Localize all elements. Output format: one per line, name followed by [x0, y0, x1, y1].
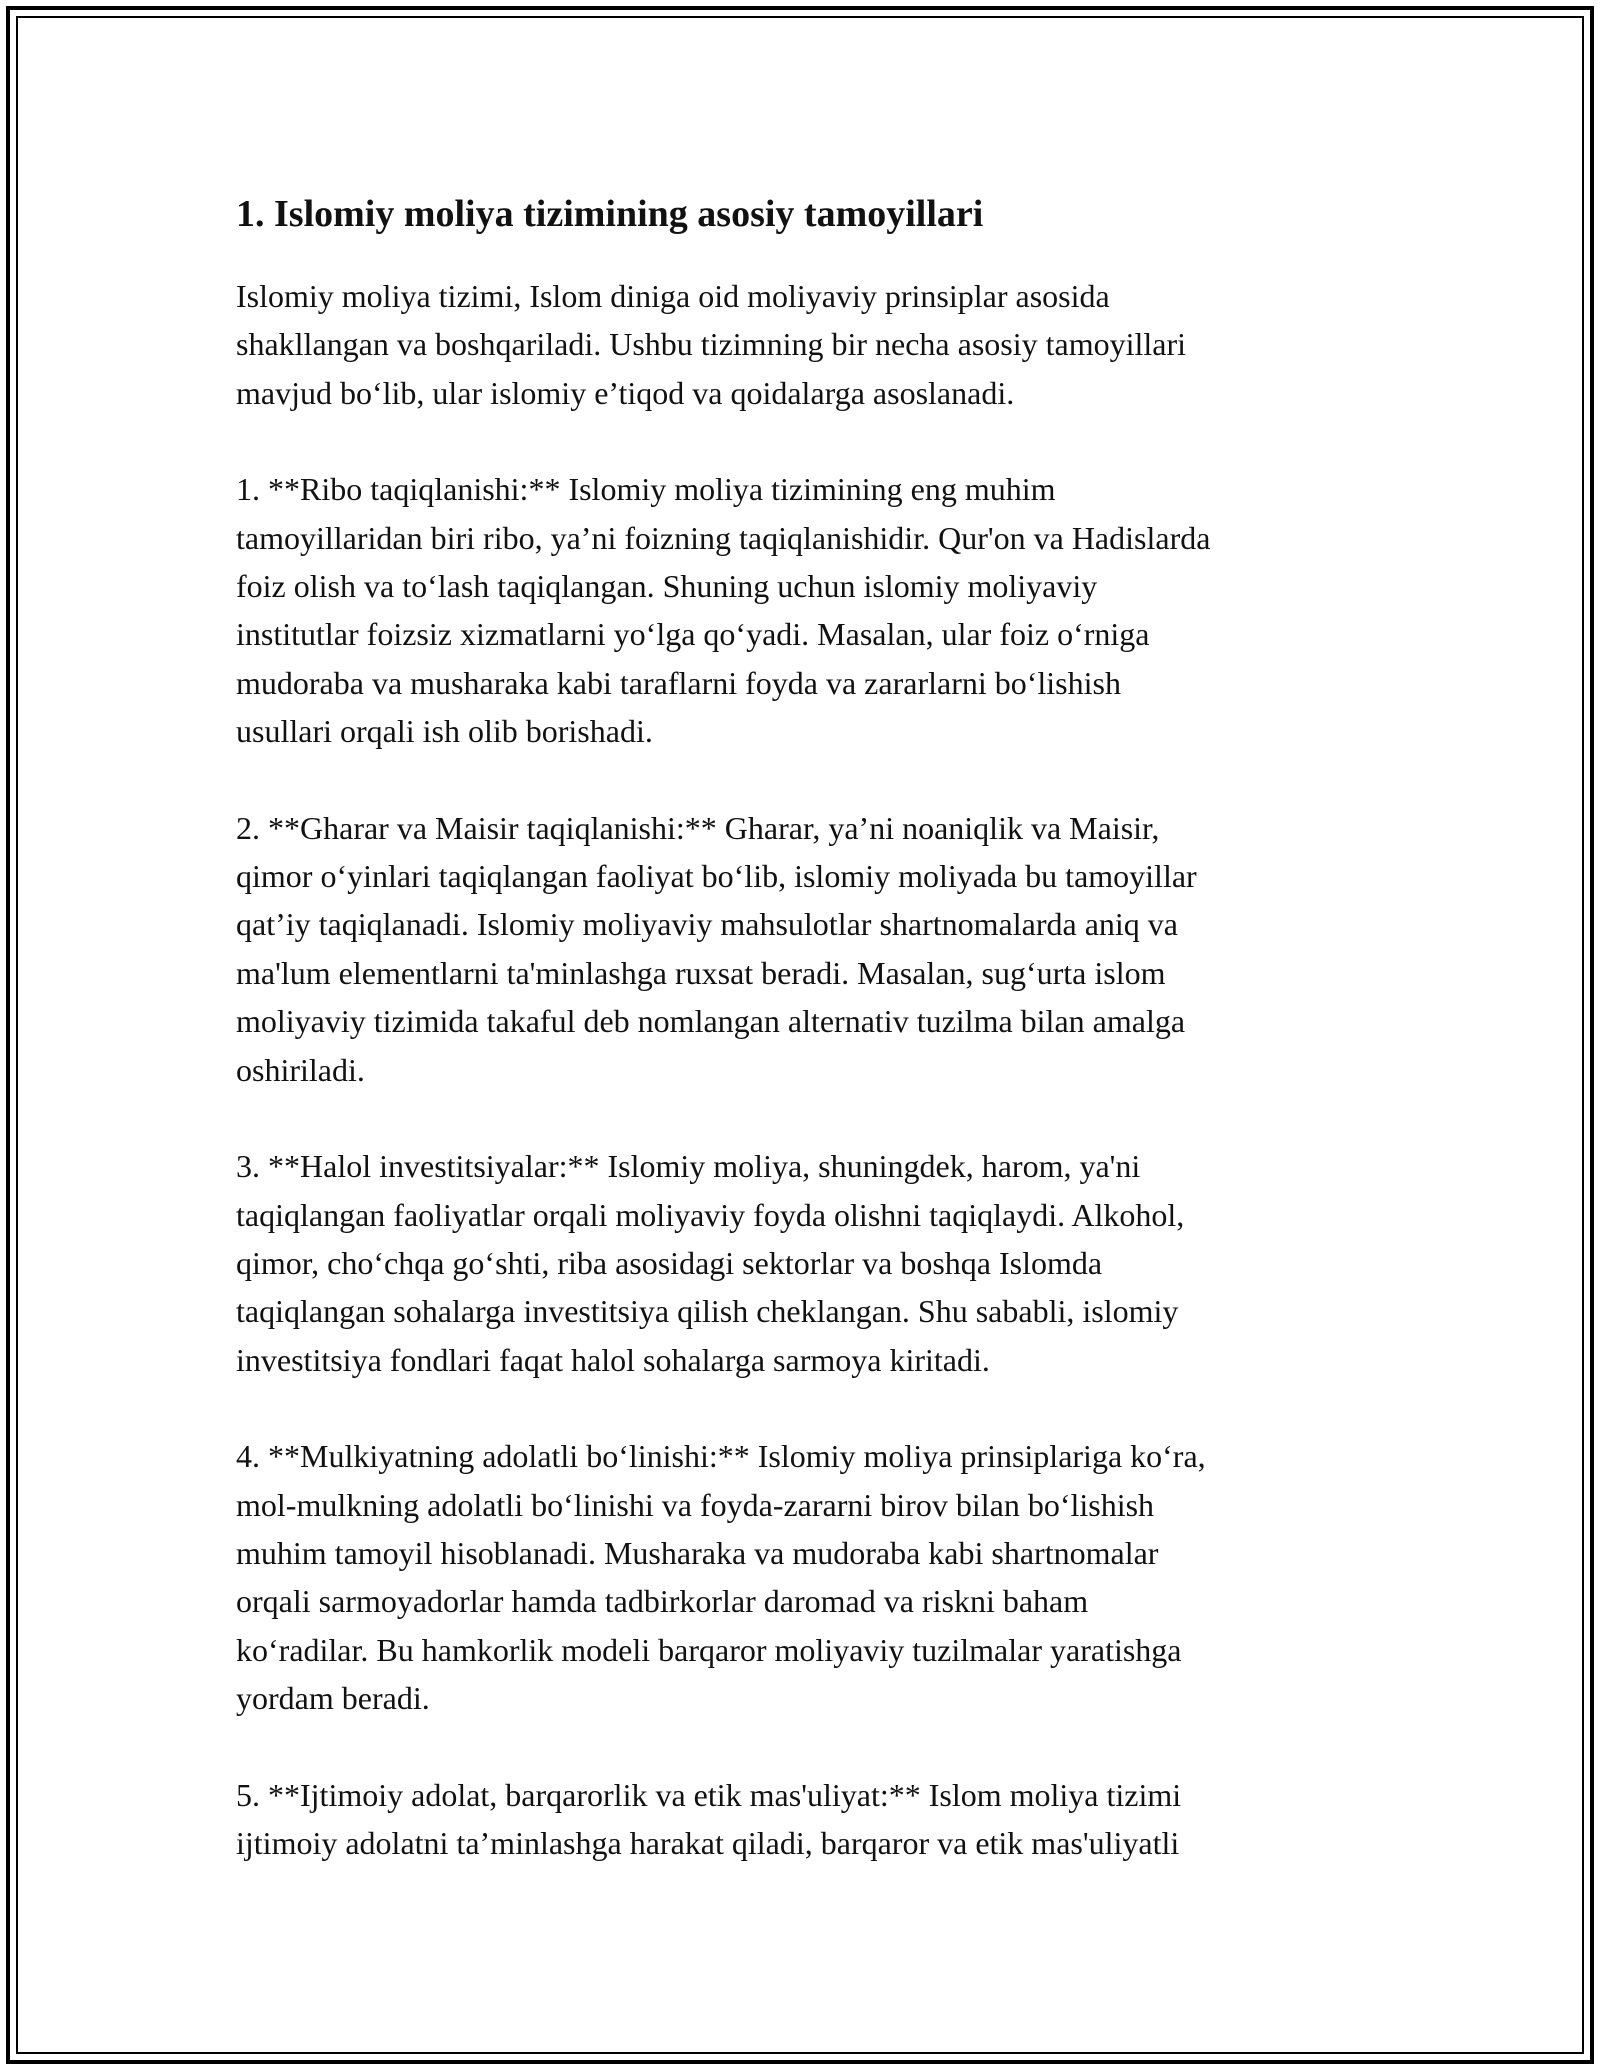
- intro-paragraph: Islomiy moliya tizimi, Islom diniga oid moliyaviy prinsiplar asosida shakllangan va boshqariladi. Ushbu tizimning bir necha asosiy tamoyillari mavjud bo‘lib, ular islomiy e’tiqod va qoidalarga asoslanadi.: [236, 278, 1187, 411]
- section-heading: 1. Islomiy moliya tizimining asosiy tamoyillari: [236, 193, 984, 235]
- principle-ribo-paragraph: 1. **Ribo taqiqlanishi:** Islomiy moliya tizimining eng muhim tamoyillaridan biri ribo, ya’ni foizning taqiqlanishidir. Qur'on va Hadislarda foiz olish va to‘lash taqiqlangan. Shuning uchun islomiy moliyaviy institutlar foizsiz xizmatlarni yo‘lga qo‘yadi. Masalan, ular foiz o‘rniga mudoraba va musharaka kabi taraflarni foyda va zararlarni bo‘lishish usullari orqali ish olib borishadi.: [236, 471, 1211, 750]
- principle-halol-investment-paragraph: 3. **Halol investitsiyalar:** Islomiy moliya, shuningdek, harom, ya'ni taqiqlangan faoliyatlar orqali moliyaviy foyda olishni taqiqlaydi. Alkohol, qimor, cho‘chqa go‘shti, riba asosidagi sektorlar va boshqa Islomda taqiqlangan sohalarga investitsiya qilish cheklangan. Shu sababli, islomiy investitsiya fondlari faqat halol sohalarga sarmoya kiritadi.: [236, 1148, 1185, 1378]
- principle-social-justice-paragraph: 5. **Ijtimoiy adolat, barqarorlik va etik mas'uliyat:** Islom moliya tizimi ijtimoiy adolatni ta’minlashga harakat qiladi, barqaror va etik mas'uliyatli: [236, 1776, 1182, 1861]
- principle-gharar-maisir-paragraph: 2. **Gharar va Maisir taqiqlanishi:** Gharar, ya’ni noaniqlik va Maisir, qimor o‘yinlari taqiqlangan faoliyat bo‘lib, islomiy moliyada bu tamoyillar qat’iy taqiqlanadi. Islomiy moliyaviy mahsulotlar shartnomalarda aniq va ma'lum elementlarni ta'minlashga ruxsat beradi. Masalan, sug‘urta islom moliyaviy tizimida takaful deb nomlangan alternativ tuzilma bilan amalga oshiriladi.: [236, 809, 1197, 1088]
- principle-fair-ownership-paragraph: 4. **Mulkiyatning adolatli bo‘linishi:** Islomiy moliya prinsiplariga ko‘ra, mol-mulkning adolatli bo‘linishi va foyda-zararni birov bilan bo‘lishish muhim tamoyil hisoblanadi. Musharaka va mudoraba kabi shartnomalar orqali sarmoyadorlar hamda tadbirkorlar daromad va riskni baham ko‘radilar. Bu hamkorlik modeli barqaror moliyaviy tuzilmalar yaratishga yordam beradi.: [236, 1438, 1206, 1717]
- document-body: [236, 186, 1366, 1915]
